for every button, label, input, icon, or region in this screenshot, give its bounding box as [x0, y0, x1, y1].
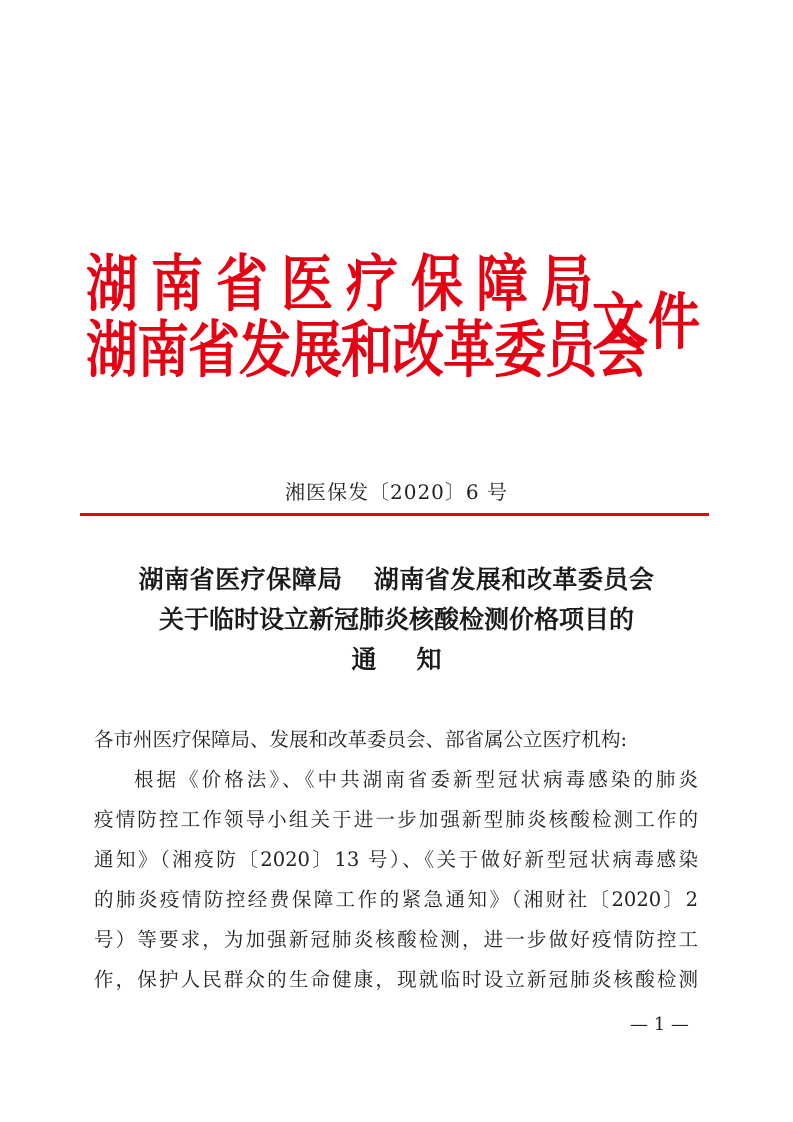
paragraph-line: 根据《价格法》、《中共湖南省委新型冠状病毒感染的肺炎	[134, 768, 698, 791]
title-line-1: 湖南省医疗保障局 湖南省发展和改革委员会	[138, 565, 655, 594]
masthead-issuer-1: 湖南省医疗保障局	[86, 249, 607, 321]
document-number: 湘医保发〔2020〕6 号	[285, 480, 508, 504]
red-divider-line	[80, 513, 709, 516]
page-number: — 1 —	[630, 1014, 689, 1035]
masthead	[86, 246, 726, 396]
paragraph-line: 通知》（湘疫防〔2020〕13 号）、《关于做好新型冠状病毒感染	[94, 848, 698, 871]
masthead-issuer-2: 湖南省发展和改革委员会	[86, 315, 648, 387]
title-line-2: 关于临时设立新冠肺炎核酸检测价格项目的	[158, 605, 634, 634]
paragraph-line: 疫情防控工作领导小组关于进一步加强新型肺炎核酸检测工作的	[94, 808, 698, 831]
document-body	[94, 720, 698, 1000]
masthead-suffix: 文件	[592, 287, 705, 359]
document-title	[0, 560, 793, 680]
paragraph-line: 号）等要求，为加强新冠肺炎核酸检测，进一步做好疫情防控工	[94, 928, 698, 951]
masthead-issuers	[86, 246, 648, 387]
title-line-3: 通知	[351, 645, 482, 674]
paragraph-line: 作，保护人民群众的生命健康，现就临时设立新冠肺炎核酸检测	[94, 968, 698, 991]
addressee: 各市州医疗保障局、发展和改革委员会、部省属公立医疗机构:	[94, 728, 628, 751]
paragraph-line: 的肺炎疫情防控经费保障工作的紧急通知》（湘财社〔2020〕2	[94, 888, 698, 911]
